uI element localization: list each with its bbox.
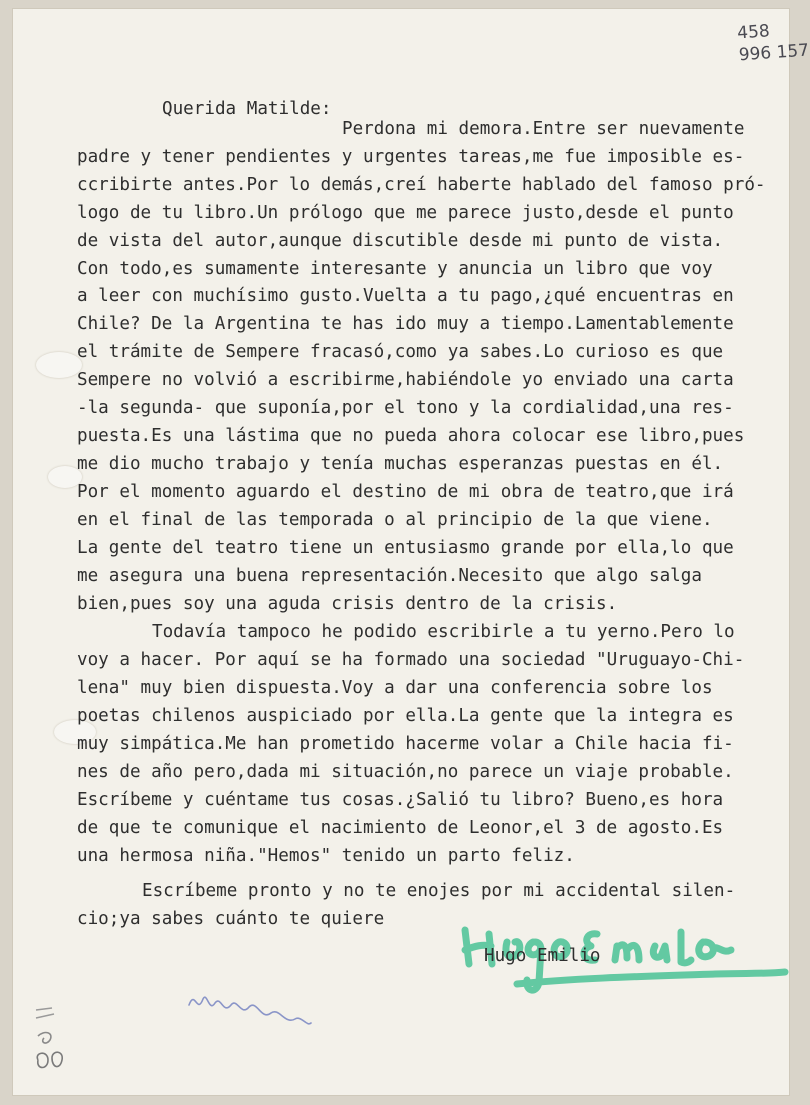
- letter-line: en el final de las temporada o al principio de la que viene.: [77, 510, 713, 530]
- letter-line: Sempere no volvió a escribirme,habiéndole yo enviado una carta: [77, 370, 734, 390]
- signature-name: Hugo Emilio: [484, 946, 601, 966]
- letter-line: Perdona mi demora.Entre ser nuevamente: [342, 119, 745, 139]
- letter-line: bien,pues soy una aguda crisis dentro de la crisis.: [77, 594, 618, 614]
- archive-number-line1: 458: [736, 21, 771, 44]
- letter-line: a leer con muchísimo gusto.Vuelta a tu pago,¿qué encuentras en: [77, 286, 734, 306]
- letter-line: nes de año pero,dada mi situación,no parece un viaje probable.: [77, 762, 734, 782]
- letter-line: me dio mucho trabajo y tenía muchas esperanzas puestas en él.: [77, 454, 724, 474]
- letter-line: poetas chilenos auspiciado por ella.La gente que la integra es: [77, 706, 734, 726]
- letter-line: Por el momento aguardo el destino de mi obra de teatro,que irá: [77, 482, 734, 502]
- letter-line: Con todo,es sumamente interesante y anuncia un libro que voy: [77, 259, 713, 279]
- letter-line: me asegura una buena representación.Necesito que algo salga: [77, 566, 702, 586]
- letter-line: ccribirte antes.Por lo demás,creí haberte hablado del famoso pró-: [77, 175, 766, 195]
- letter-line: lena" muy bien dispuesta.Voy a dar una conferencia sobre los: [77, 678, 713, 698]
- letter-line: puesta.Es una lástima que no pueda ahora colocar ese libro,pues: [77, 426, 745, 446]
- archive-number-line2: 996 157: [738, 40, 810, 66]
- letter-line: Todavía tampoco he podido escribirle a tu yerno.Pero lo: [152, 622, 735, 642]
- letter-line: voy a hacer. Por aquí se ha formado una sociedad "Uruguayo-Chi-: [77, 650, 745, 670]
- pencil-scribble: [185, 985, 315, 1035]
- salutation: Querida Matilde:: [162, 99, 332, 119]
- letter-line: de vista del autor,aunque discutible desde mi punto de vista.: [77, 231, 724, 251]
- letter-line: -la segunda- que suponía,por el tono y la cordialidad,una res-: [77, 398, 734, 418]
- letter-line: logo de tu libro.Un prólogo que me parece justo,desde el punto: [77, 203, 734, 223]
- letter-line: el trámite de Sempere fracasó,como ya sabes.Lo curioso es que: [77, 342, 724, 362]
- letter-line: La gente del teatro tiene un entusiasmo grande por ella,lo que: [77, 538, 734, 558]
- letter-line: padre y tener pendientes y urgentes tareas,me fue imposible es-: [77, 147, 745, 167]
- letter-line: muy simpática.Me han prometido hacerme volar a Chile hacia fi-: [77, 734, 734, 754]
- torn-edge-1: [36, 352, 82, 378]
- closing-line: cio;ya sabes cuánto te quiere: [77, 909, 385, 929]
- letter-line: Escríbeme y cuéntame tus cosas.¿Salió tu libro? Bueno,es hora: [77, 790, 724, 810]
- letter-line: Escríbeme pronto y no te enojes por mi accidental silen-: [142, 881, 736, 901]
- margin-pencil-marks: [30, 1000, 70, 1080]
- letter-line: Chile? De la Argentina te has ido muy a tiempo.Lamentablemente: [77, 314, 734, 334]
- letter-line: una hermosa niña."Hemos" tenido un parto feliz.: [77, 846, 575, 866]
- letter-line: de que te comunique el nacimiento de Leonor,el 3 de agosto.Es: [77, 818, 724, 838]
- archive-number: [737, 18, 810, 67]
